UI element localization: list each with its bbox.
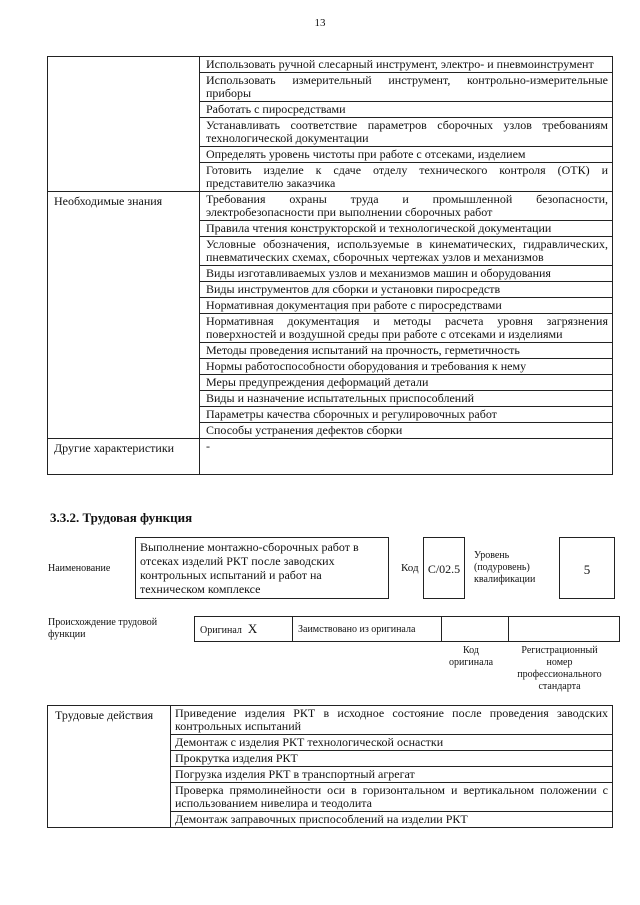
table-cell: Прокрутка изделия РКТ [171,751,613,767]
table-cell: Готовить изделие к сдаче отделу технического контроля (ОТК) и представителю заказчика [200,163,613,192]
table-cell: Параметры качества сборочных и регулировочных работ [200,407,613,423]
table-cell: Правила чтения конструкторской и технологической документации [200,221,613,237]
page-number: 13 [314,17,326,29]
knowledge-table [47,56,613,475]
table-cell: Требования охраны труда и промышленной безопасности, электробезопасности при выполнении сборочных работ [200,192,613,221]
table-cell: Методы проведения испытаний на прочность, герметичность [200,343,613,359]
table-cell: Нормативная документация и методы расчета уровня загрязнения поверхностей и воздушной среды при работе с отсеками и изделиями [200,314,613,343]
table-cell: Условные обозначения, используемые в кинематических, гидравлических, пневматических схемах, сборочных чертежах узлов и механизмов [200,237,613,266]
actions-label: Трудовые действия [48,706,171,828]
level-box: 5 [559,537,615,599]
original-label: Оригинал [200,625,242,636]
reg-number-cell [509,617,620,642]
section-heading: 3.3.2. Трудовая функция [50,510,193,525]
table-cell: Меры предупреждения деформаций детали [200,375,613,391]
reg-number-caption: Регистрационный номер профессионального стандарта [517,645,602,692]
table-cell: Погрузка изделия РКТ в транспортный агрегат [171,767,613,783]
origin-original-cell [195,617,293,642]
table-cell: Демонтаж заправочных приспособлений на изделии РКТ [171,812,613,828]
other-value: - [200,439,613,475]
table-cell-empty-label [48,57,200,192]
code-original-caption: Код оригинала [448,645,494,668]
table-cell: Демонтаж с изделия РКТ технологической оснастки [171,735,613,751]
table-row [48,192,613,221]
origin-label: Происхождение трудовой функции [48,617,158,640]
table-cell: Использовать ручной слесарный инструмент, электро- и пневмоинструмент [200,57,613,73]
table-cell: Определять уровень чистоты при работе с отсеками, изделием [200,147,613,163]
table-cell: Нормативная документация при работе с пиросредствами [200,298,613,314]
table-cell: Способы устранения дефектов сборки [200,423,613,439]
code-label: Код [401,562,419,574]
table-cell: Виды инструментов для сборки и установки пиросредств [200,282,613,298]
table-cell: Использовать измерительный инструмент, контрольно-измерительные приборы [200,73,613,102]
borrowed-cell: Заимствовано из оригинала [293,617,442,642]
other-label: Другие характеристики [48,439,200,475]
name-label: Наименование [48,563,111,574]
original-mark: X [247,621,258,636]
table-cell: Нормы работоспособности оборудования и требования к нему [200,359,613,375]
function-code-box: C/02.5 [423,537,465,599]
table-cell: Виды изготавливаемых узлов и механизмов машин и оборудования [200,266,613,282]
table-cell: Работать с пиросредствами [200,102,613,118]
origin-table [194,616,620,642]
table-row [48,706,613,735]
table-row [48,439,613,475]
table-cell: Проверка прямолинейности оси в горизонтальном и вертикальном положении с использованием нивелира и теодолита [171,783,613,812]
knowledge-label: Необходимые знания [48,192,200,439]
table-row [48,57,613,73]
level-label: Уровень (подуровень) квалификации [474,550,536,585]
code-original-cell [442,617,509,642]
labor-actions-table [47,705,613,828]
function-name-box: Выполнение монтажно-сборочных работ в отсеках изделий РКТ после заводских контрольных испытаний и работ на техническом комплексе [135,537,389,599]
table-cell: Устанавливать соответствие параметров сборочных узлов требованиям технологической документации [200,118,613,147]
table-cell: Виды и назначение испытательных приспособлений [200,391,613,407]
table-cell: Приведение изделия РКТ в исходное состояние после проведения заводских контрольных испытаний [171,706,613,735]
